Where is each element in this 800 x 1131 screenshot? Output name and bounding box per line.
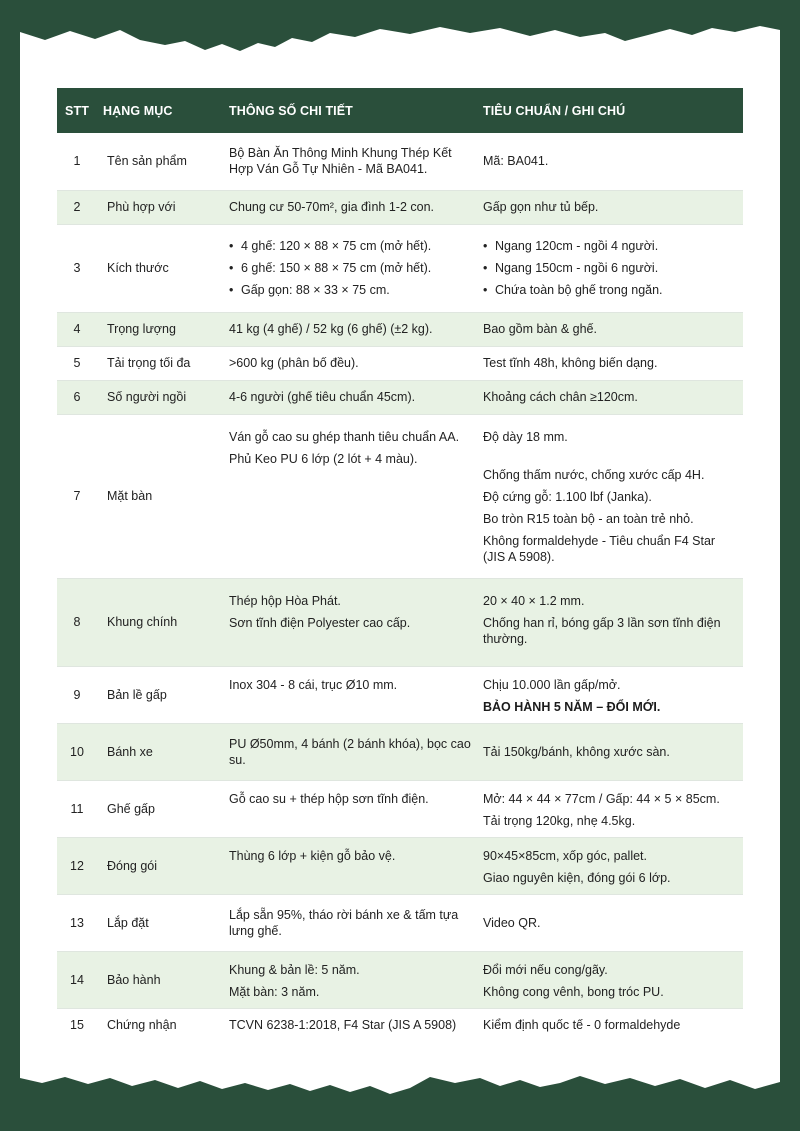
row-details xyxy=(223,951,477,1008)
standard-line: Khoảng cách chân ≥120cm. xyxy=(483,390,638,404)
spec-table-body xyxy=(57,133,743,1042)
bullet-item: • Gấp gọn: 88 × 33 × 75 cm. xyxy=(241,282,471,298)
row-number: 1 xyxy=(73,154,81,169)
row-standard xyxy=(477,380,743,414)
row-category: Bản lề gấp xyxy=(107,687,167,702)
row-details xyxy=(223,578,477,666)
standard-line: Đổi mới nếu cong/gãy. xyxy=(483,962,608,977)
row-category: Chứng nhận xyxy=(107,1018,177,1033)
standard-line: Kiểm định quốc tế - 0 formaldehyde xyxy=(483,1018,681,1033)
row-standard xyxy=(477,414,743,578)
table-row xyxy=(57,723,743,780)
standard-line: Gấp gọn như tủ bếp. xyxy=(483,200,599,214)
table-row xyxy=(57,133,743,190)
standard-line: Chống thấm nước, chống xước cấp 4H. xyxy=(483,467,705,482)
table-row xyxy=(57,1008,743,1042)
row-category: Kích thước xyxy=(107,261,169,275)
table-row xyxy=(57,894,743,951)
standard-line: Tải 150kg/bánh, không xước sàn. xyxy=(483,744,670,759)
table-row xyxy=(57,380,743,414)
row-standard xyxy=(477,837,743,894)
standard-line: Chống han rỉ, bóng gấp 3 lần sơn tĩnh điện thường. xyxy=(483,615,721,646)
details-line: Bộ Bàn Ăn Thông Minh Khung Thép Kết Hợp Ván Gỗ Tự Nhiên - Mã BA041. xyxy=(229,146,452,177)
header-stt: STT xyxy=(57,88,97,133)
details-line: Sơn tĩnh điện Polyester cao cấp. xyxy=(229,615,411,630)
standard-line: 20 × 40 × 1.2 mm. xyxy=(483,593,585,608)
standard-line: Mở: 44 × 44 × 77cm / Gấp: 44 × 5 × 85cm. xyxy=(483,791,720,806)
details-line: Mặt bàn: 3 năm. xyxy=(229,984,320,999)
standard-bullet-list xyxy=(483,238,737,298)
header-standard: TIÊU CHUẨN / GHI CHÚ xyxy=(477,88,743,133)
row-category: Phù hợp với xyxy=(107,200,176,214)
bullet-item: • 4 ghế: 120 × 88 × 75 cm (mở hết). xyxy=(241,238,471,254)
table-row xyxy=(57,666,743,723)
details-line: >600 kg (phân bố đều). xyxy=(229,356,359,370)
row-category: Tên sản phẩm xyxy=(107,154,187,169)
row-details xyxy=(223,380,477,414)
table-row xyxy=(57,578,743,666)
row-standard xyxy=(477,578,743,666)
row-category: Khung chính xyxy=(107,615,178,629)
table-row xyxy=(57,190,743,224)
details-line: Thùng 6 lớp + kiện gỗ bảo vệ. xyxy=(229,848,396,863)
row-details xyxy=(223,894,477,951)
row-details xyxy=(223,1008,477,1042)
details-line: Chung cư 50-70m², gia đình 1-2 con. xyxy=(229,200,435,214)
row-standard xyxy=(477,1008,743,1042)
row-standard xyxy=(477,894,743,951)
row-standard xyxy=(477,723,743,780)
standard-line: 90×45×85cm, xốp góc, pallet. xyxy=(483,848,648,863)
table-row xyxy=(57,224,743,312)
row-details xyxy=(223,780,477,837)
standard-line: Giao nguyên kiện, đóng gói 6 lớp. xyxy=(483,870,671,885)
details-line: Thép hộp Hòa Phát. xyxy=(229,593,341,608)
details-line: Lắp sẵn 95%, tháo rời bánh xe & tấm tựa lưng ghế. xyxy=(229,907,459,938)
details-line: Inox 304 - 8 cái, trục Ø10 mm. xyxy=(229,677,398,692)
table-row xyxy=(57,951,743,1008)
row-standard xyxy=(477,190,743,224)
standard-line: Tải trọng 120kg, nhẹ 4.5kg. xyxy=(483,813,636,828)
details-line: 4-6 người (ghế tiêu chuẩn 45cm). xyxy=(229,390,416,404)
standard-line: Độ dày 18 mm. xyxy=(483,429,568,444)
row-details xyxy=(223,414,477,578)
table-row xyxy=(57,312,743,346)
standard-line: Không formaldehyde - Tiêu chuẩn F4 Star (JIS A 5908). xyxy=(483,533,716,564)
row-details xyxy=(223,723,477,780)
row-category: Bảo hành xyxy=(107,972,161,987)
row-number: 14 xyxy=(70,972,84,987)
header-details: THÔNG SỐ CHI TIẾT xyxy=(223,88,477,133)
row-category: Tải trọng tối đa xyxy=(107,356,191,370)
row-category: Trọng lượng xyxy=(107,322,176,336)
standard-line: Độ cứng gỗ: 1.100 lbf (Janka). xyxy=(483,489,652,504)
header-category: HẠNG MỤC xyxy=(97,88,223,133)
row-category: Đóng gói xyxy=(107,858,158,873)
row-standard xyxy=(477,951,743,1008)
row-standard xyxy=(477,780,743,837)
row-number: 11 xyxy=(70,801,84,816)
standard-line: Chịu 10.000 lần gấp/mở. xyxy=(483,677,621,692)
details-line: Gỗ cao su + thép hộp sơn tĩnh điện. xyxy=(229,791,429,806)
row-details xyxy=(223,133,477,190)
details-bullet-list xyxy=(229,238,471,298)
details-line: TCVN 6238-1:2018, F4 Star (JIS A 5908) xyxy=(229,1018,457,1033)
standard-line: Test tĩnh 48h, không biến dạng. xyxy=(483,356,658,370)
row-details xyxy=(223,346,477,380)
spec-table xyxy=(57,88,743,1042)
row-number: 7 xyxy=(73,489,81,503)
spec-table-header xyxy=(57,88,743,133)
row-number: 2 xyxy=(73,200,81,214)
row-standard xyxy=(477,346,743,380)
details-line: Phủ Keo PU 6 lớp (2 lót + 4 màu). xyxy=(229,451,418,466)
bullet-item: • Ngang 120cm - ngồi 4 người. xyxy=(495,238,737,254)
row-details xyxy=(223,224,477,312)
row-details xyxy=(223,837,477,894)
table-row xyxy=(57,837,743,894)
standard-line: Mã: BA041. xyxy=(483,154,549,169)
row-number: 12 xyxy=(70,858,84,873)
row-number: 10 xyxy=(70,744,84,759)
standard-line: Bo tròn R15 toàn bộ - an toàn trẻ nhỏ. xyxy=(483,511,694,526)
details-line: Khung & bản lề: 5 năm. xyxy=(229,962,360,977)
row-number: 8 xyxy=(73,615,81,629)
row-details xyxy=(223,190,477,224)
row-category: Bánh xe xyxy=(107,744,153,759)
row-number: 6 xyxy=(73,390,81,404)
row-number: 4 xyxy=(73,322,81,336)
row-details xyxy=(223,312,477,346)
row-category: Mặt bàn xyxy=(107,489,153,503)
row-number: 9 xyxy=(73,687,81,702)
table-row xyxy=(57,346,743,380)
row-category: Lắp đặt xyxy=(107,915,149,930)
row-category: Số người ngồi xyxy=(107,390,187,404)
table-row xyxy=(57,780,743,837)
row-number: 13 xyxy=(70,915,84,930)
row-standard xyxy=(477,133,743,190)
row-details xyxy=(223,666,477,723)
row-category: Ghế gấp xyxy=(107,801,155,816)
standard-line: Bao gồm bàn & ghế. xyxy=(483,322,597,336)
bullet-item: • 6 ghế: 150 × 88 × 75 cm (mở hết). xyxy=(241,260,471,276)
bullet-item: • Chứa toàn bộ ghế trong ngăn. xyxy=(495,282,737,298)
row-number: 15 xyxy=(70,1018,84,1033)
row-number: 5 xyxy=(73,356,81,370)
details-line: Ván gỗ cao su ghép thanh tiêu chuẩn AA. xyxy=(229,429,460,444)
standard-line: Video QR. xyxy=(483,915,541,930)
bullet-item: • Ngang 150cm - ngồi 6 người. xyxy=(495,260,737,276)
details-line: 41 kg (4 ghế) / 52 kg (6 ghế) (±2 kg). xyxy=(229,322,433,336)
row-standard xyxy=(477,312,743,346)
details-line: PU Ø50mm, 4 bánh (2 bánh khóa), bọc cao su. xyxy=(229,736,471,767)
warranty-highlight: BẢO HÀNH 5 NĂM – ĐỔI MỚI. xyxy=(483,699,661,714)
row-number: 3 xyxy=(73,261,81,275)
row-standard xyxy=(477,224,743,312)
standard-line: Không cong vênh, bong tróc PU. xyxy=(483,984,664,999)
row-standard xyxy=(477,666,743,723)
table-row xyxy=(57,414,743,578)
